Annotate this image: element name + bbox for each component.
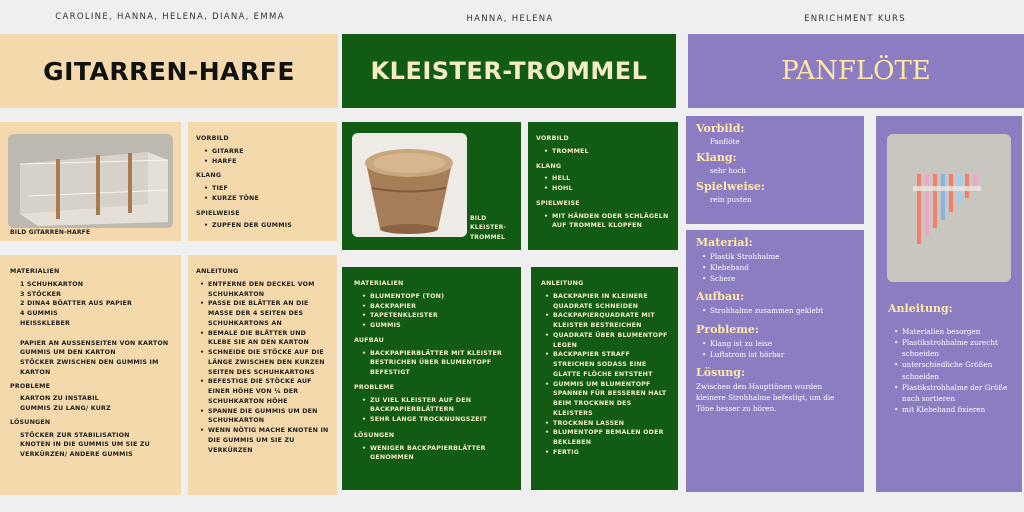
panfloete-klang-value: sehr hoch (710, 166, 746, 175)
harfe-anleitung-list (196, 280, 329, 456)
list-item: • TROCKNEN LASSEN (545, 419, 668, 429)
trommel-materialien-label: MATERIALIEN (354, 280, 404, 287)
list-item: • Plastikstrohhalme der Größe nach sortieren (894, 382, 1022, 404)
list-item: • mit Klebeband fixieren (894, 404, 1022, 415)
list-item: • MIT HÄNDEN ODER SCHLÄGELN AUF TROMMEL KLOPFEN (544, 212, 670, 232)
harfe-photo (8, 134, 173, 228)
trommel-photo-caption: BILD KLEISTER-TROMMEL (470, 215, 507, 241)
harfe-loesungen-label: LÖSUNGEN (10, 418, 51, 426)
harfe-klang-label: KLANG (196, 172, 222, 180)
panfloete-anleitung-card (876, 116, 1022, 492)
list-item: • Plastik Strohhalme (702, 251, 854, 262)
list-item: • Luftstrom ist hörbar (702, 349, 854, 360)
title-harfe (0, 34, 338, 108)
trommel-vorbild-list (536, 147, 670, 157)
list-item: STÖCKER ZWISCHEN DEN GUMMIS IM KARTON (20, 359, 159, 376)
list-item: • Materialien besorgen (894, 326, 1022, 337)
panfloete-loesung-label: Lösung: (696, 365, 746, 379)
title-trommel-text: KLEISTER-TROMMEL (370, 57, 648, 85)
list-item: • SPANNE DIE GUMMIS UM DEN SCHUHKARTON (200, 407, 329, 427)
list-item: PAPIER AN AUSSENSEITEN VON KARTON (20, 339, 169, 347)
list-item: • BACKPAPIERBLÄTTER MIT KLEISTER BESTRICHEN ÜBER BLUMENTOPF BEFESTIGT (362, 349, 509, 378)
panfloete-spielweise-value: rein pusten (710, 195, 752, 204)
team-names-harfe: CAROLINE, HANNA, HELENA, DIANA, EMMA (55, 12, 285, 22)
harfe-info-card (188, 122, 337, 241)
list-item: • ENTFERNE DEN DECKEL VOM SCHUHKARTON (200, 280, 329, 300)
list-item: • Plastikstrohhalme zurecht schneiden (894, 337, 1022, 359)
list-item: • HELL (544, 174, 670, 184)
title-panfloete-text: PANFLÖTE (781, 56, 931, 86)
panfloete-anleitung-list (888, 326, 1022, 415)
list-item: • ZUPFEN DER GUMMIS (204, 221, 329, 231)
panfloete-straws-image (887, 134, 1011, 282)
list-item: • PASSE DIE BLÄTTER AN DIE MASSE DER 4 SEITEN DES SCHUHKARTONS AN (200, 299, 329, 328)
trommel-anleitung-card (531, 267, 678, 490)
harfe-vorbild-list (196, 147, 329, 167)
list-item: 2 DINA4 BÖATTER AUS PAPIER (20, 300, 133, 308)
trommel-anleitung-list (541, 292, 668, 458)
panfloete-material-card (686, 230, 864, 492)
list-item: • SCHNEIDE DIE STÖCKE AUF DIE LÄNGE ZWISCHEN DEN KURZEN SEITEN DES SCHUHKARTONS (200, 348, 329, 377)
list-item: 1 SCHUHKARTON (20, 280, 84, 288)
list-item: • SEHR LANGE TROCKNUNGSZEIT (362, 415, 509, 425)
list-item: • BLUMENTOPF (TON) (362, 292, 509, 302)
list-item: • Schere (702, 273, 854, 284)
trommel-vorbild-label: VORBILD (536, 135, 569, 142)
panfloete-material-list (696, 251, 854, 284)
list-item: • Strohhalme zusammen geklebt (702, 305, 854, 316)
harfe-vorbild-label: VORBILD (196, 135, 229, 142)
list-item: • BACKPAPIER STRAFF STREICHEN SODASS EINE GLATTE FLÖCHE ENTSTEHT (545, 350, 668, 379)
list-item: • TAPETENKLEISTER (362, 311, 509, 321)
list-item: • Klebeband (702, 262, 854, 273)
list-item: 4 GUMMIS (20, 310, 58, 317)
harfe-spielweise-label: SPIELWEISE (196, 209, 240, 217)
list-item: • unterschiedliche Größen schneiden (894, 359, 1022, 381)
panfloete-photo (887, 134, 1011, 282)
list-item: • GUMMIS (362, 321, 509, 331)
list-item: • BACKPAPIERQUADRATE MIT KLEISTER BESTREICHEN (545, 311, 668, 331)
panfloete-info-card (686, 116, 864, 224)
trommel-photo-card (342, 122, 521, 250)
panfloete-probleme-list (696, 338, 854, 360)
trommel-spielweise-label: SPIELWEISE (536, 199, 580, 207)
list-item: • GUMMIS UM BLUMENTOPF SPANNEN FÜR BESSEREN HALT BEIM TROCKNEN DES KLEISTERS (545, 380, 668, 419)
trommel-materialien-list (354, 292, 509, 331)
list-item: • BACKPAPIER (362, 302, 509, 312)
trommel-probleme-label: PROBLEME (354, 383, 395, 391)
harfe-photo-caption: BILD GITARREN-HARFE (10, 229, 91, 236)
list-item: KNOTEN IN DIE GUMMIS UM SIE ZU VERKÜRZEN/ ANDERE GUMMIS (20, 441, 150, 458)
harfe-loesungen-list (10, 431, 171, 460)
harfe-photo-card (0, 122, 181, 241)
team-names-panfloete: ENRICHMENT KURS (804, 14, 906, 24)
list-item: GUMMIS ZU LANG/ KURZ (20, 405, 111, 412)
harfe-shoebox-image (8, 134, 173, 228)
list-item: KARTON ZU INSTABIL (20, 395, 99, 403)
list-item: • QUADRATE ÜBER BLUMENTOPF LEGEN (545, 331, 668, 351)
title-harfe-text: GITARREN-HARFE (43, 56, 295, 86)
list-item: • HOHL (544, 184, 670, 194)
list-item: • HARFE (204, 157, 329, 167)
harfe-probleme-label: PROBLEME (10, 382, 51, 390)
panfloete-klang-label: Klang: (696, 151, 737, 164)
trommel-anleitung-label: ANLEITUNG (541, 280, 584, 287)
panfloete-material-label: Material: (696, 236, 753, 249)
list-item: • TROMMEL (544, 147, 670, 157)
trommel-materialien-card (342, 267, 521, 490)
title-trommel (342, 34, 676, 108)
panfloete-aufbau-list (696, 305, 854, 316)
title-panfloete (688, 34, 1024, 108)
list-item: • WENIGER BACKPAPIERBLÄTTER GENOMMEN (362, 444, 509, 464)
list-item: HEISSKLEBER (20, 319, 71, 327)
list-item: 3 STÖCKER (20, 290, 62, 298)
harfe-probleme-list (10, 394, 171, 414)
harfe-anleitung-card (188, 255, 337, 495)
list-item: • FERTIG (545, 448, 668, 458)
list-item: • BEMALE DIE BLÄTTER UND KLEBE SIE AN DEN KARTON (200, 329, 329, 349)
list-item: • ZU VIEL KLEISTER AUF DEN BACKPAPIERBLÄTTERN (362, 396, 509, 416)
panfloete-anleitung-label: Anleitung: (888, 302, 953, 315)
trommel-spielweise-list (536, 212, 670, 232)
trommel-aufbau-label: AUFBAU (354, 336, 384, 344)
panfloete-loesung-text: Zwischen den Haupttönen wurden kleinere Strohhalme befestigt, um die Töne besser zu hören. (696, 381, 835, 414)
harfe-materialien-label: MATERIALIEN (10, 268, 60, 275)
panfloete-spielweise-label: Spielweise: (696, 180, 765, 193)
trommel-klang-list (536, 174, 670, 194)
panfloete-vorbild-value: Panflöte (710, 137, 740, 146)
list-item: • Klang ist zu leise (702, 338, 854, 349)
list-item: GUMMIS UM DEN KARTON (20, 349, 116, 357)
list-item: • BACKPAPIER IN KLEINERE QUADRATE SCHNEIDEN (545, 292, 668, 312)
trommel-klang-label: KLANG (536, 162, 562, 170)
harfe-materialien-extra (10, 339, 171, 378)
harfe-anleitung-label: ANLEITUNG (196, 268, 239, 275)
list-item: • GITARRE (204, 147, 329, 157)
trommel-info-card (528, 122, 678, 250)
harfe-materialien-list (10, 280, 171, 329)
panfloete-aufbau-label: Aufbau: (696, 290, 745, 304)
list-item: STÖCKER ZUR STABILISATION (20, 431, 130, 439)
harfe-spielweise-list (196, 221, 329, 231)
trommel-aufbau-list (354, 349, 509, 378)
harfe-klang-list (196, 184, 329, 204)
list-item: • TIEF (204, 184, 329, 194)
team-names-trommel: HANNA, HELENA (466, 14, 554, 24)
panfloete-vorbild-label: Vorbild: (696, 122, 745, 135)
list-item: • BEFESTIGE DIE STÖCKE AUF EINER HÖHE VON ¼ DER SCHUHKARTON HÖHE (200, 377, 329, 406)
trommel-flowerpot-image (352, 133, 467, 237)
trommel-probleme-list (354, 396, 509, 425)
harfe-materialien-card (0, 255, 181, 495)
trommel-loesungen-list (354, 444, 509, 464)
list-item: • KURZE TÖNE (204, 194, 329, 204)
panfloete-probleme-label: Probleme: (696, 322, 759, 336)
list-item: • BLUMENTOPF BEMALEN ODER BEKLEBEN (545, 428, 668, 448)
trommel-photo (352, 133, 467, 237)
list-item: • WENN NÖTIG MACHE KNOTEN IN DIE GUMMIS UM SIE ZU VERKÜRZEN (200, 426, 329, 455)
trommel-loesungen-label: LÖSUNGEN (354, 431, 395, 439)
